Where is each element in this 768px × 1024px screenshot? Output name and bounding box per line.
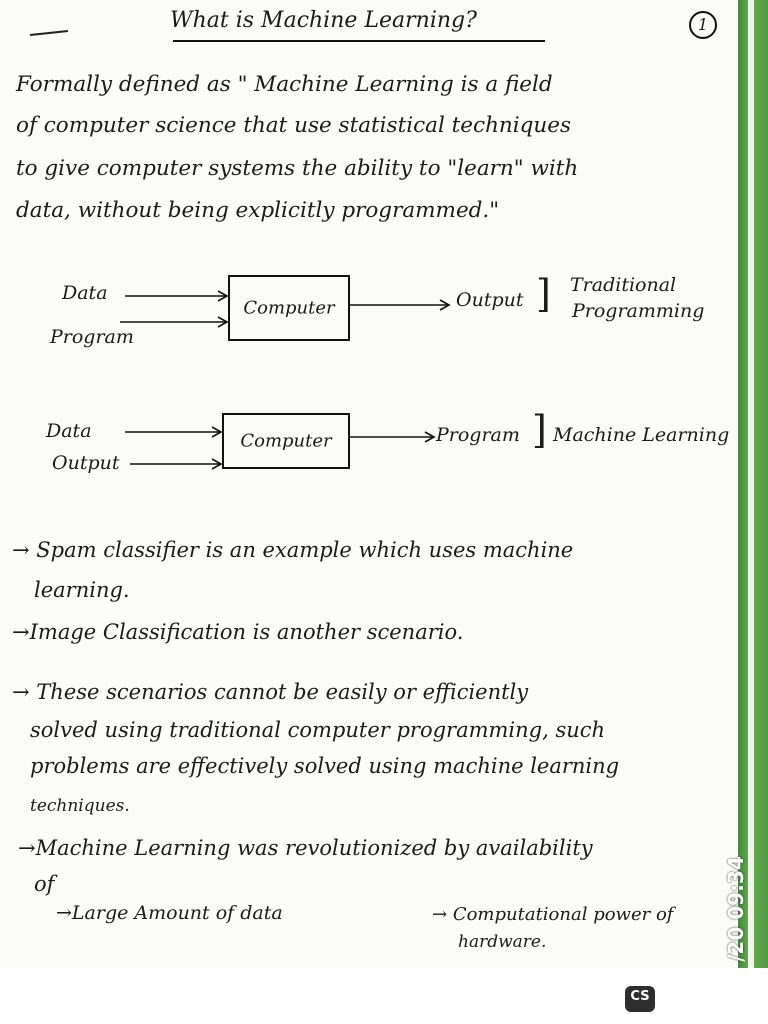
definition-line-1: Formally defined as " Machine Learning is a field <box>16 72 553 97</box>
ml-computer-box <box>222 413 350 469</box>
trad-output: Output <box>456 289 524 311</box>
definition-line-2: of computer science that use statistical techniques <box>16 113 572 138</box>
trad-computer-box <box>228 275 350 341</box>
definition-line-3: to give computer systems the ability to "learn" with <box>16 156 579 181</box>
bullet-4-line-2: of <box>34 872 55 896</box>
camscanner-logo-text: CS <box>630 989 650 1004</box>
bullet-3-line-3: problems are effectively solved using machine learning <box>30 754 620 778</box>
bullet-2-line-1: →Image Classification is another scenario. <box>12 620 464 644</box>
page-number: 1 <box>689 11 717 39</box>
page-title: What is Machine Learning? <box>170 8 477 33</box>
page-edge-strip <box>748 0 754 968</box>
ml-computer-label: Computer <box>240 430 332 452</box>
bullet-1-line-2: learning. <box>34 578 130 602</box>
bullet-3-line-2: solved using traditional computer programming, such <box>30 718 606 742</box>
photo-timestamp <box>716 850 756 968</box>
trad-computer-label: Computer <box>243 297 335 319</box>
sub-bullet-data: →Large Amount of data <box>56 902 283 924</box>
trad-bracket: ] <box>536 272 551 316</box>
trad-input-data: Data <box>62 282 108 304</box>
ml-input-output: Output <box>52 452 120 474</box>
bullet-3-line-4: techniques. <box>30 796 130 816</box>
sub-bullet-compute-line-1: → Computational power of <box>432 904 674 925</box>
ml-bracket: ] <box>532 408 547 452</box>
trad-label-line-2: Programming <box>572 300 705 322</box>
bullet-1-line-1: → Spam classifier is an example which uses machine <box>12 538 574 562</box>
ml-input-data: Data <box>46 420 92 442</box>
bullet-3-line-1: → These scenarios cannot be easily or efficiently <box>12 680 529 704</box>
bullet-4-line-1: →Machine Learning was revolutionized by availability <box>18 836 593 860</box>
definition-line-4: data, without being explicitly programmed." <box>16 198 500 223</box>
camscanner-logo <box>625 986 655 1012</box>
ml-label: Machine Learning <box>553 424 730 446</box>
ml-output: Program <box>436 424 520 446</box>
title-underline <box>173 40 545 42</box>
trad-label-line-1: Traditional <box>570 274 677 296</box>
sub-bullet-compute-line-2: hardware. <box>458 932 547 952</box>
timestamp-text: /20 09:34 <box>724 856 748 962</box>
trad-input-program: Program <box>50 326 134 348</box>
